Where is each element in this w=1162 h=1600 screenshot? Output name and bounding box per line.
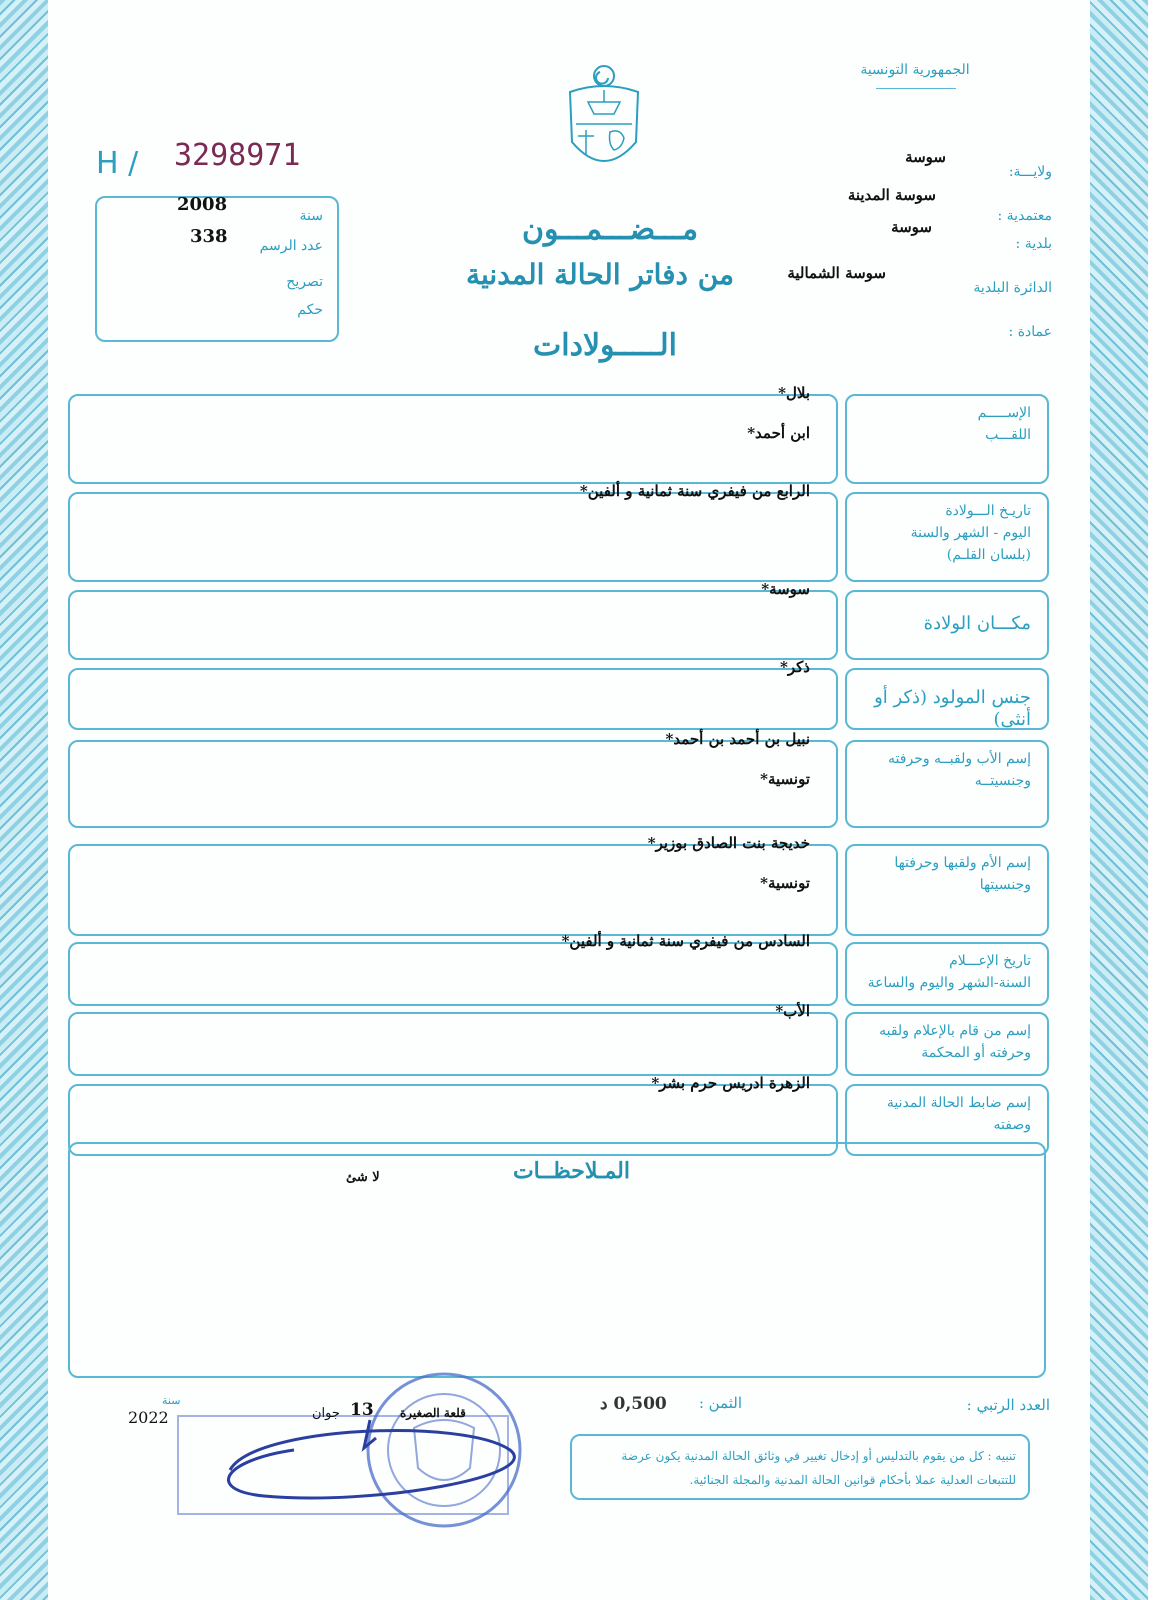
field-label: تاريـخ الـــولادة xyxy=(945,503,1031,519)
day-value: 13 xyxy=(350,1400,374,1420)
field-value: السادس من فيفري سنة ثمانية و ألفين* xyxy=(561,932,810,950)
month-value: جوان xyxy=(312,1406,340,1421)
field-value: خديجة بنت الصادق بوزير* xyxy=(647,834,810,852)
field-label: إسم الأم ولقبها وحرفتها xyxy=(894,855,1031,871)
field-value: تونسية* xyxy=(760,770,810,788)
remarks-value: لا شئ xyxy=(346,1170,380,1185)
field-label: اللقـــب xyxy=(985,427,1031,443)
field-label: تاريخ الإعـــلام xyxy=(949,953,1031,969)
governorate-label: ولايـــة: xyxy=(1008,164,1052,180)
field-value-cell xyxy=(68,580,838,660)
field-value: تونسية* xyxy=(760,874,810,892)
field-label: وصفته xyxy=(993,1117,1031,1133)
field-label: إسم الأب ولقبــه وحرفته xyxy=(888,751,1031,767)
field-label: جنس المولود (ذكر أو أنثى) xyxy=(874,687,1031,730)
field-label: الإســـــم xyxy=(977,405,1031,421)
field-value: بلال* xyxy=(778,384,810,402)
field-value: ابن أحمد* xyxy=(747,424,810,442)
footer-year-value: 2022 xyxy=(128,1408,169,1427)
signature xyxy=(214,1410,534,1510)
coat-of-arms-emblem xyxy=(562,62,646,182)
document-subtitle: من دفاتر الحالة المدنية xyxy=(465,258,735,291)
field-label: وحرفته أو المحكمة xyxy=(921,1045,1031,1061)
year-label: سنة xyxy=(299,208,323,224)
field-value: الزهرة ادريس حرم بشر* xyxy=(651,1074,810,1092)
price-label: الثمن : xyxy=(698,1394,742,1412)
district-value: سوسة الشمالية xyxy=(787,264,886,282)
place-value: قلعة الصغيرة xyxy=(400,1406,466,1420)
serial-prefix: H / xyxy=(96,146,139,181)
record-number-label: عدد الرسم xyxy=(259,238,323,254)
field-value-cell xyxy=(68,834,838,936)
republic-underline xyxy=(876,88,956,89)
remarks-title: المـلاحظــات xyxy=(512,1158,630,1184)
field-value-cell xyxy=(68,932,838,1006)
republic-label: الجمهورية التونسية xyxy=(860,62,970,78)
judgment-label: حكم xyxy=(297,302,323,318)
field-value: ذكر* xyxy=(780,658,810,676)
field-label-cell xyxy=(845,942,1049,1006)
field-value: الرابع من فيفري سنة ثمانية و ألفين* xyxy=(579,482,810,500)
field-label: السنة-الشهر واليوم والساعة xyxy=(867,975,1031,991)
field-value: نبيل بن أحمد بن أحمد* xyxy=(665,730,810,748)
record-info-box xyxy=(95,196,339,342)
document-title: مـــضـــمـــون xyxy=(521,212,699,247)
order-number-label: العدد الرتبي : xyxy=(966,1396,1050,1414)
field-label: مكـــان الولادة xyxy=(923,613,1031,634)
right-decorative-border xyxy=(1090,0,1162,1600)
field-label: اليوم - الشهر والسنة xyxy=(910,525,1031,541)
field-label: (بلسان القلـم) xyxy=(946,547,1031,563)
serial-number: 3298971 xyxy=(174,138,301,173)
governorate-value: سوسة xyxy=(905,148,946,166)
year-value: 2008 xyxy=(177,194,228,215)
field-label-cell xyxy=(845,1012,1049,1076)
field-label-cell xyxy=(845,668,1049,730)
field-label: إسم من قام بالإعلام ولقبه xyxy=(879,1023,1031,1039)
field-label-cell xyxy=(845,492,1049,582)
remarks-box xyxy=(68,1142,1046,1378)
field-value-cell xyxy=(68,658,838,730)
imada-label: عمادة : xyxy=(1008,324,1052,340)
left-decorative-border xyxy=(0,0,48,1600)
delegation-label: معتمدية : xyxy=(997,208,1052,224)
field-label-cell xyxy=(845,394,1049,484)
legal-notice-box xyxy=(570,1434,1030,1500)
legal-notice-text: تنبيه : كل من يقوم بالتدليس أو إدخال تغيير في وثائق الحالة المدنية يكون عرضة للتتبعات العدلية عملا بأحكام قوانين الحالة المدنية والمجلة الجنائية. xyxy=(621,1449,1016,1487)
municipality-value: سوسة xyxy=(891,218,932,236)
field-value-cell xyxy=(68,1002,838,1076)
price-value: 0,500 د xyxy=(600,1394,667,1414)
field-value-cell xyxy=(68,482,838,582)
field-value-cell xyxy=(68,384,838,484)
delegation-value: سوسة المدينة xyxy=(847,186,936,204)
footer-year-label: سنة xyxy=(162,1394,181,1407)
record-number-value: 338 xyxy=(190,226,228,247)
field-label-cell xyxy=(845,590,1049,660)
field-label-cell xyxy=(845,844,1049,936)
field-value: الأب* xyxy=(775,1002,810,1020)
field-label-cell xyxy=(845,740,1049,828)
field-label: وجنسيتــه xyxy=(974,773,1031,789)
field-value: سوسة* xyxy=(761,580,810,598)
field-label: إسم ضابط الحالة المدنية xyxy=(886,1095,1031,1111)
municipality-label: بلدية : xyxy=(1015,236,1052,252)
district-label: الدائرة البلدية xyxy=(973,280,1052,296)
section-title-births: الـــــولادات xyxy=(533,328,677,363)
field-label: وجنسيتها xyxy=(979,877,1031,893)
field-value-cell xyxy=(68,730,838,828)
declaration-label: تصريح xyxy=(286,274,323,290)
